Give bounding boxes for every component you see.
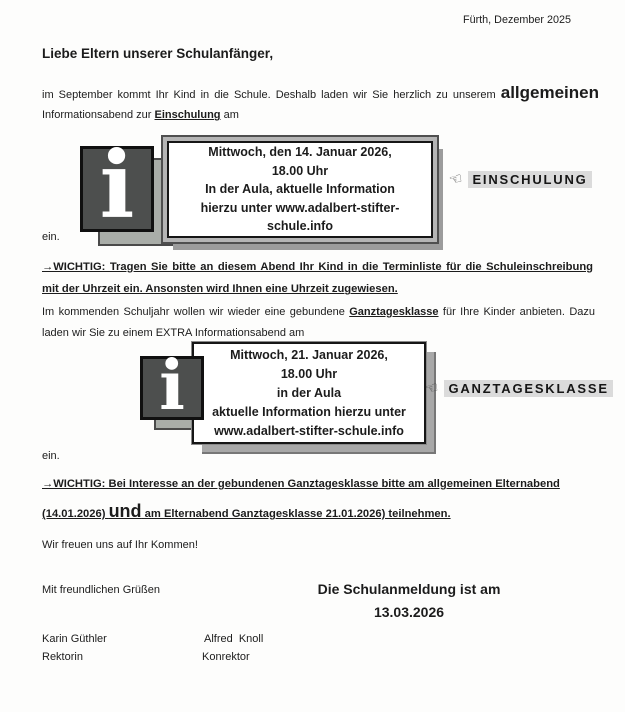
ganztag-underlined-word: Ganztagesklasse bbox=[349, 306, 439, 318]
announcement-line-1: Die Schulanmeldung ist am bbox=[317, 581, 501, 597]
ganztag-text-1: Im kommenden Schuljahr wollen wir wieder eine gebundene bbox=[42, 306, 350, 318]
intro-big-word: allgemeinen bbox=[500, 83, 599, 102]
einschulung-box-line: hierzu unter www.adalbert-stifter- bbox=[200, 200, 400, 215]
signature-role-konrektor: Konrektor bbox=[202, 651, 250, 663]
info-icon-letter: i bbox=[159, 345, 185, 426]
pointing-hand-icon: ☜ bbox=[447, 168, 465, 190]
ganztagesklasse-label-text: GANZTAGESKLASSE bbox=[444, 380, 612, 397]
info-icon bbox=[80, 131, 154, 240]
einschulung-box-line: 18.00 Uhr bbox=[271, 163, 329, 178]
ein-text-2: ein. bbox=[42, 450, 60, 462]
wichtig2-line-1: →WICHTIG: Bei Interesse an der gebundenen Ganztagesklasse bitte am allgemeinen Elternabend bbox=[42, 478, 560, 490]
ein-text-1: ein. bbox=[42, 231, 60, 243]
schulanmeldung-announcement bbox=[300, 578, 518, 624]
wichtig-paragraph-2 bbox=[42, 478, 598, 522]
signature-name-rektorin: Karin Güthler bbox=[42, 633, 107, 645]
announcement-date: 13.03.2026 bbox=[373, 604, 445, 621]
intro-text-1: im September kommt Ihr Kind in die Schule. Deshalb laden wir Sie herzlich zu unserem bbox=[42, 89, 501, 101]
wichtig2-line-2 bbox=[42, 501, 598, 522]
ganztag-box-line: www.adalbert-stifter-schule.info bbox=[214, 423, 404, 438]
info-icon bbox=[140, 345, 204, 426]
ganztag-box-line: 18.00 Uhr bbox=[280, 366, 338, 381]
ganztagesklasse-paragraph bbox=[42, 302, 595, 344]
einschulung-box-line: In der Aula, aktuelle Information bbox=[205, 182, 395, 197]
signature-name-konrektor: Alfred Knoll bbox=[204, 633, 264, 645]
ganztagesklasse-info-box bbox=[192, 342, 426, 444]
pointing-hand-icon: ☜ bbox=[423, 377, 441, 399]
ganztagesklasse-label bbox=[425, 379, 613, 397]
wichtig2-big-word: und bbox=[108, 501, 142, 521]
intro-paragraph bbox=[42, 84, 599, 126]
wichtig-paragraph-1: →WICHTIG: Tragen Sie bitte an diesem Abend Ihr Kind in die Terminliste für die Schuleinschreibung mit der Uhrzeit ein. Ansonsten wird Ihnen eine Uhrzeit zugewiesen. bbox=[42, 261, 593, 296]
intro-text-3: am bbox=[220, 109, 239, 122]
intro-text-2: Informationsabend zur bbox=[42, 109, 155, 122]
einschulung-label-text: EINSCHULUNG bbox=[468, 171, 591, 188]
einschulung-info-box bbox=[167, 141, 433, 238]
einschulung-box-line: Mittwoch, den 14. Januar 2026, bbox=[208, 145, 392, 160]
intro-underlined-word: Einschulung bbox=[154, 109, 221, 122]
date-line: Fürth, Dezember 2025 bbox=[462, 14, 571, 26]
ganztag-box-line: in der Aula bbox=[276, 385, 342, 400]
info-icon-letter: i bbox=[99, 131, 135, 240]
wichtig2-rest: am Elternabend Ganztagesklasse 21.01.2026) teilnehmen. bbox=[141, 508, 451, 520]
ganztag-text-2: für Ihre Kinder anbieten. Dazu laden wir Sie zu einem EXTRA Informationsabend am bbox=[42, 306, 595, 339]
einschulung-label bbox=[449, 170, 592, 188]
ganztag-box-line: aktuelle Information hierzu unter bbox=[212, 404, 406, 419]
regards-line: Mit freundlichen Grüßen bbox=[42, 584, 160, 596]
einschulung-box-line: schule.info bbox=[267, 219, 333, 234]
signature-role-rektorin: Rektorin bbox=[42, 651, 83, 663]
salutation: Liebe Eltern unserer Schulanfänger, bbox=[42, 46, 274, 61]
wichtig2-date: (14.01.2026) bbox=[42, 508, 109, 520]
closing-line: Wir freuen uns auf Ihr Kommen! bbox=[42, 539, 198, 551]
ganztag-box-line: Mittwoch, 21. Januar 2026, bbox=[230, 347, 388, 362]
